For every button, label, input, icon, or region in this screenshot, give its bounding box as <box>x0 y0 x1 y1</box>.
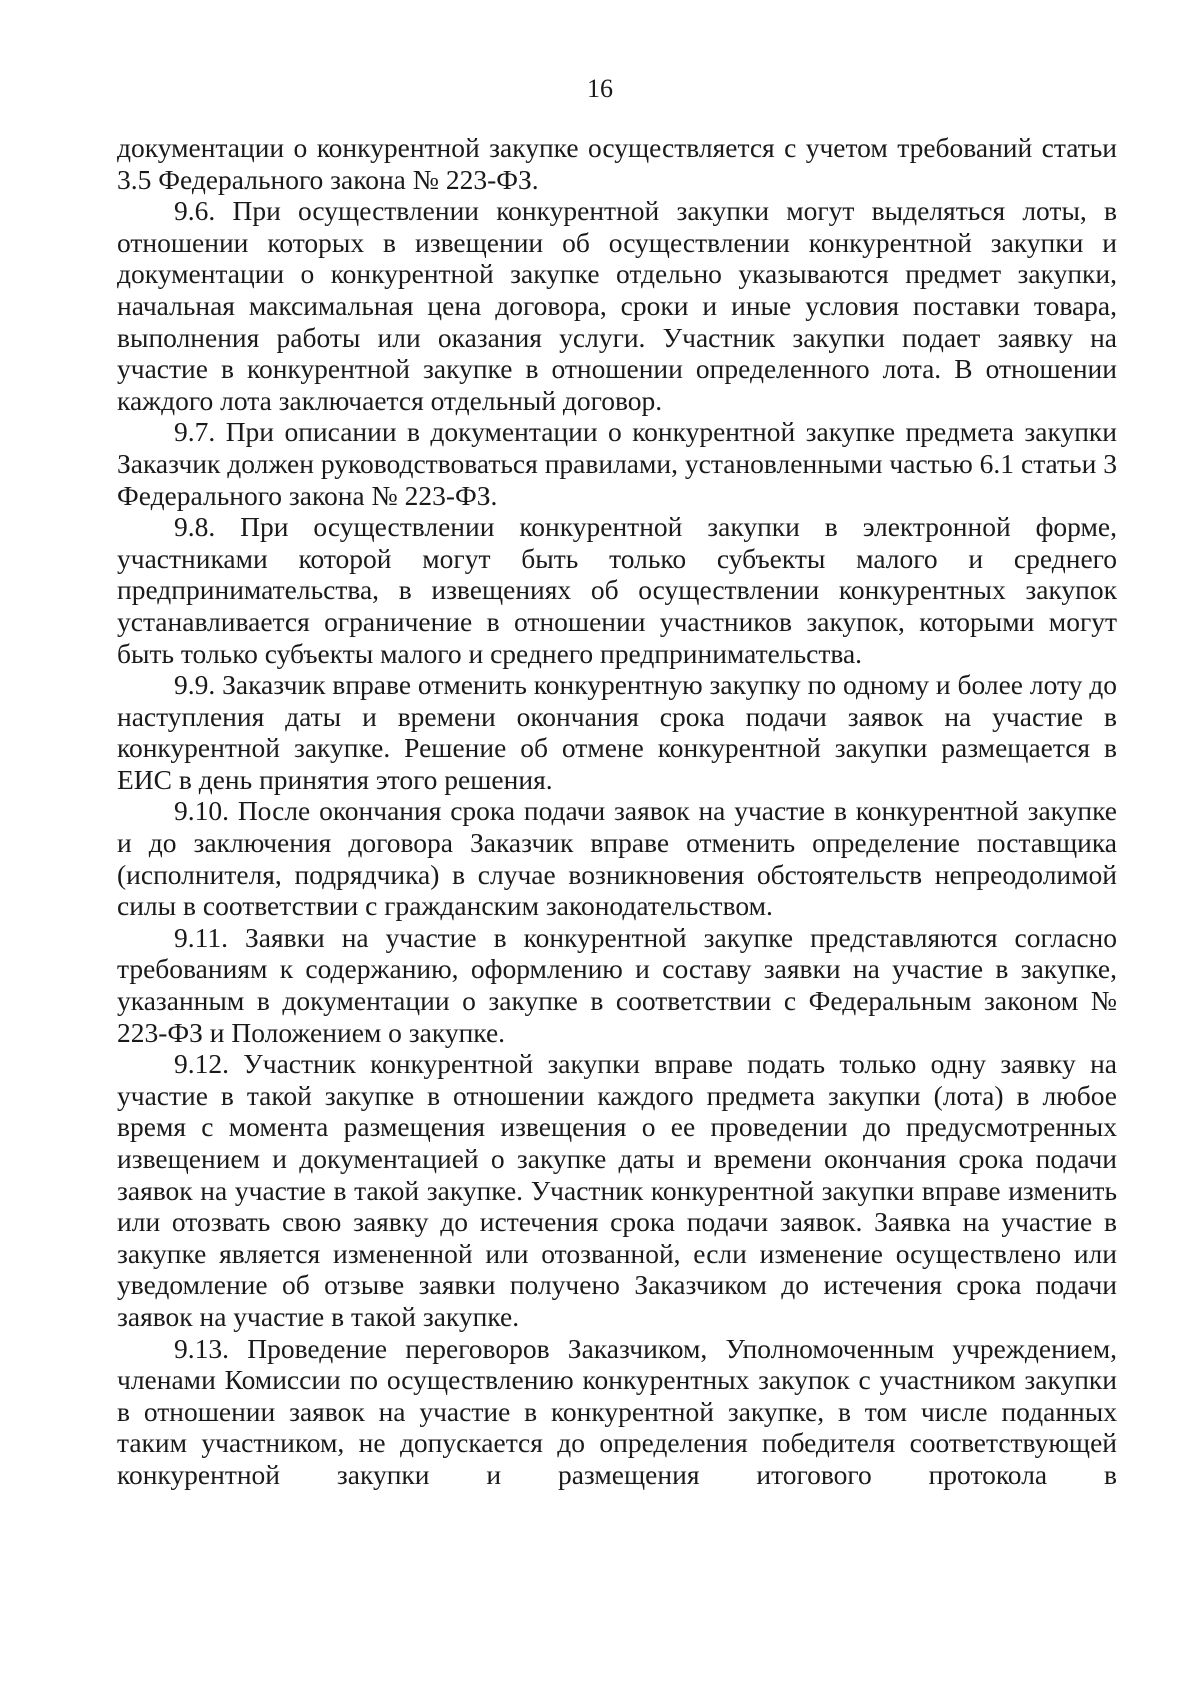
paragraph-9-12: 9.12. Участник конкурентной закупки вправе подать только одну заявку на участие в такой закупке в отношении каждого предмета закупки (лота) в любое время с момента размещения извещения о ее проведении до предусмотренных извещением и документацией о закупке даты и времени окончания срока подачи заявок на участие в такой закупке. Участник конкурентной закупки вправе изменить или отозвать свою заявку до истечения срока подачи заявок. Заявка на участие в закупке является измененной или отозванной, если изменение осуществлено или уведомление об отзыве заявки получено Заказчиком до истечения срока подачи заявок на участие в такой закупке. <box>117 1048 1117 1332</box>
paragraph-9-10: 9.10. После окончания срока подачи заявок на участие в конкурентной закупке и до заключения договора Заказчик вправе отменить определение поставщика (исполнителя, подрядчика) в случае возникновения обстоятельств непреодолимой силы в соответствии с гражданским законодательством. <box>117 795 1117 922</box>
page-number: 16 <box>587 74 613 103</box>
paragraph-9-9: 9.9. Заказчик вправе отменить конкурентную закупку по одному и более лоту до наступления даты и времени окончания срока подачи заявок на участие в конкурентной закупке. Решение об отмене конкурентной закупки размещается в ЕИС в день принятия этого решения. <box>117 669 1118 795</box>
paragraph-9-13: 9.13. Проведение переговоров Заказчиком, Уполномоченным учреждением, членами Комиссии по осуществлению конкурентных закупок с участником закупки в отношении заявок на участие в конкурентной закупке, в том числе поданных таким участником, не допускается до определения победителя соответствующей конкурентной закупки и размещения итогового протокола в <box>117 1332 1117 1490</box>
document-body <box>117 132 1117 1491</box>
paragraph-continuation: документации о конкурентной закупке осуществляется с учетом требований статьи 3.5 Федерального закона № 223-ФЗ. <box>117 132 1117 195</box>
paragraph-9-6: 9.6. При осуществлении конкурентной закупки могут выделяться лоты, в отношении которых в извещении об осуществлении конкурентной закупки и документации о конкурентной закупке отдельно указываются предмет закупки, начальная максимальная цена договора, сроки и иные условия поставки товара, выполнения работы или оказания услуги. Участник закупки подает заявку на участие в конкурентной закупке в отношении определенного лота. В отношении каждого лота заключается отдельный договор. <box>117 195 1117 416</box>
paragraph-9-7: 9.7. При описании в документации о конкурентной закупке предмета закупки Заказчик должен руководствоваться правилами, установленными частью 6.1 статьи 3 Федерального закона № 223-ФЗ. <box>117 416 1117 511</box>
paragraph-9-8: 9.8. При осуществлении конкурентной закупки в электронной форме, участниками которой могут быть только субъекты малого и среднего предпринимательства, в извещениях об осуществлении конкурентных закупок устанавливается ограничение в отношении участников закупок, которыми могут быть только субъекты малого и среднего предпринимательства. <box>117 511 1117 669</box>
paragraph-9-11: 9.11. Заявки на участие в конкурентной закупке представляются согласно требованиям к содержанию, оформлению и составу заявки на участие в закупке, указанным в документации о закупке в соответствии с Федеральным законом № 223-ФЗ и Положением о закупке. <box>117 921 1117 1048</box>
